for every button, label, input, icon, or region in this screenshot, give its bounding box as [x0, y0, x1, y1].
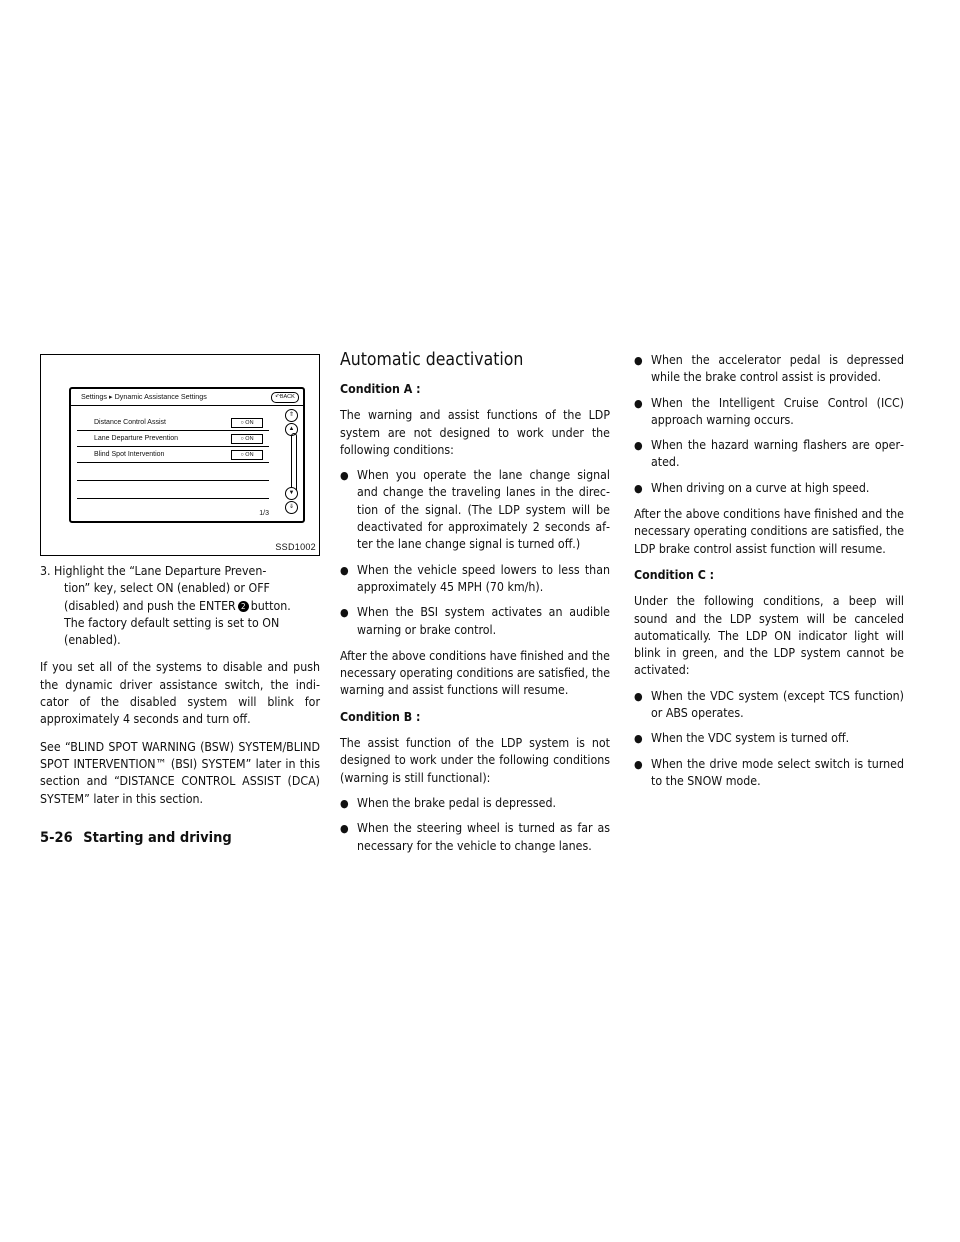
left-column	[40, 563, 320, 808]
list-item	[634, 688, 904, 723]
menu-row-label: Distance Control Assist	[94, 419, 166, 426]
scroll-down-icon: ▼	[285, 487, 298, 500]
bullet-icon: ●	[634, 481, 643, 495]
step-3	[40, 563, 320, 649]
step-3-line: The factory default setting is set to ON	[64, 615, 280, 630]
bullet-icon: ●	[634, 354, 643, 367]
paragraph-disable-all: If you set all of the systems to disable and push the dynamic driver assistance switch, the indicator of the disabled system will blink for approximately 4 seconds and turn off.	[40, 660, 320, 727]
list-item	[340, 604, 610, 639]
list-item	[634, 480, 904, 497]
condition-c-intro: Under the following conditions, a beep will sound and the LDP system will be canceled automatically. The LDP ON indicator light will blink in green, and the LDP system cannot be activated:	[634, 594, 904, 678]
figure-caption: SSD1002	[275, 542, 316, 552]
step-3-line: (disabled) and push the ENTER	[64, 598, 236, 613]
list-item-text: When the VDC system (except TCS function) or ABS operates.	[651, 688, 904, 721]
paragraph-see-also: See “BLIND SPOT WARNING (BSW) SYSTEM/BLIND SPOT INTERVENTION™ (BSI) SYSTEM” later in this section and “DISTANCE CONTROL ASSIST (DCA) SYSTEM” later in this section.	[40, 739, 320, 806]
list-item-text: When the brake pedal is depressed.	[357, 795, 556, 810]
list-item	[634, 730, 904, 747]
bullet-icon: ●	[634, 732, 643, 746]
middle-column	[340, 381, 610, 855]
list-item	[634, 395, 904, 430]
on-indicator: ○ ON	[231, 418, 263, 428]
page-indicator: 1/3	[259, 510, 269, 517]
back-arrow-icon: ↶	[275, 394, 280, 400]
bullet-icon: ●	[340, 606, 349, 620]
scrollbar	[291, 433, 297, 493]
on-indicator-value: ON	[245, 452, 254, 458]
condition-b-heading: Condition B :	[340, 709, 421, 724]
condition-a-after: After the above conditions have finished and the necessary operating conditions are satisfied, the warning and assist functions will resume.	[340, 648, 611, 698]
back-label: BACK	[279, 394, 295, 400]
menu-row-empty	[77, 483, 269, 499]
menu-row-label: Blind Spot Intervention	[94, 451, 165, 458]
bullet-icon: ●	[634, 757, 643, 771]
list-item	[340, 562, 610, 597]
condition-b-intro: The assist function of the LDP system is not designed to work under the following conditions (warning is still functional):	[340, 736, 610, 785]
list-item-text: When the vehicle speed lowers to less than approximately 45 MPH (70 km/h).	[357, 562, 610, 594]
on-indicator-value: ON	[245, 420, 254, 426]
display-screen	[69, 387, 305, 523]
back-button	[271, 392, 299, 403]
step-3-line: button.	[250, 598, 291, 613]
list-item	[340, 820, 610, 855]
list-item-text: When the hazard warning flashers are operated.	[651, 438, 904, 470]
on-indicator: ○ ON	[231, 450, 263, 460]
bullet-icon: ●	[634, 689, 643, 703]
bullet-icon: ●	[340, 469, 349, 483]
bullet-icon: ●	[340, 822, 349, 836]
menu-row-empty	[77, 465, 269, 481]
list-item	[634, 756, 904, 791]
step-3-line: 3. Highlight the “Lane Departure Preven-	[40, 564, 267, 578]
scroll-bottom-icon: ⇓	[285, 501, 298, 514]
bullet-icon: ●	[340, 563, 349, 577]
list-item-text: When the VDC system is turned off.	[651, 731, 850, 746]
section-heading: Automatic deactivation	[340, 350, 524, 370]
page-number: 5-26	[40, 830, 73, 846]
bullet-icon: ●	[634, 396, 643, 410]
bullet-icon: ●	[634, 439, 643, 453]
section-name: Starting and driving	[83, 830, 232, 846]
step-3-line: tion” key, select ON (enabled) or OFF	[64, 581, 270, 596]
list-item	[340, 795, 610, 812]
list-item	[634, 437, 904, 472]
list-item-text: When the steering wheel is turned as far as necessary for the vehicle to change lanes.	[357, 821, 610, 853]
list-item-text: When the Intelligent Cruise Control (ICC) approach warning occurs.	[651, 395, 904, 427]
condition-b-after: After the above conditions have finished and the necessary operating conditions are satisfied, the LDP brake control assist function will resume.	[634, 507, 905, 556]
page-footer	[40, 830, 232, 846]
menu-row-distance-control-assist	[77, 415, 269, 431]
menu-row-blind-spot-intervention	[77, 447, 269, 463]
list-item	[634, 352, 904, 387]
scroll-top-icon: ⇑	[285, 409, 298, 422]
list-item-text: When the accelerator pedal is depressed while the brake control assist is provided.	[651, 353, 904, 385]
condition-a-heading: Condition A :	[340, 382, 421, 396]
on-indicator: ○ ON	[231, 434, 263, 444]
enter-button-marker-icon: 2	[238, 601, 249, 612]
condition-c-heading: Condition C :	[634, 567, 715, 582]
scroll-up-icon: ▲	[285, 423, 298, 436]
list-item	[340, 467, 610, 553]
bullet-icon: ●	[340, 796, 349, 810]
list-item-text: When the drive mode select switch is turned to the SNOW mode.	[651, 756, 904, 788]
screen-header	[71, 389, 303, 406]
list-item-text: When you operate the lane change signal and change the traveling lanes in the direction of the signal. (The LDP system will be deactivated for approximately 2 seconds after the lane change signal is turned off.)	[357, 468, 610, 552]
on-indicator-value: ON	[245, 436, 254, 442]
step-3-line: (enabled).	[64, 633, 121, 648]
list-item-text: When the BSI system activates an audible warning or brake control.	[357, 605, 610, 637]
menu-row-label: Lane Departure Prevention	[94, 435, 179, 442]
settings-screen-figure	[40, 354, 320, 556]
menu-row-lane-departure-prevention	[77, 431, 269, 447]
condition-a-intro: The warning and assist functions of the LDP system are not designed to work under the following conditions:	[340, 408, 610, 457]
screen-header-text: Settings ▸ Dynamic Assistance Settings	[81, 392, 207, 401]
list-item-text: When driving on a curve at high speed.	[651, 480, 870, 495]
right-column	[634, 352, 904, 790]
